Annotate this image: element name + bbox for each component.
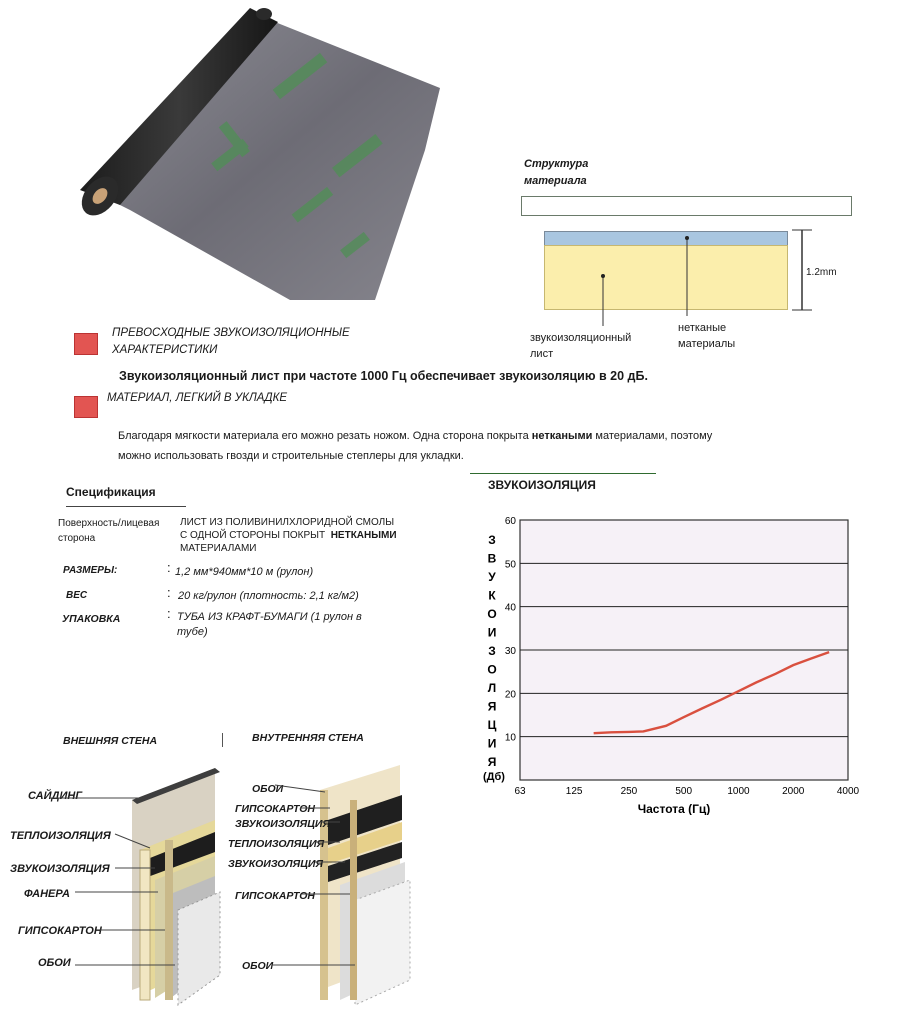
y-axis-label-letter: И [487, 736, 497, 751]
feature-2-title: МАТЕРИАЛ, ЛЕГКИЙ В УКЛАДКЕ [107, 392, 288, 404]
y-axis-label-letter: Ц [487, 718, 497, 732]
spec-package-value: ТУБА ИЗ КРАФТ-БУМАГИ (1 рулон в тубе) [177, 611, 362, 638]
y-axis-label-letter: К [488, 588, 496, 603]
spec-weight-label: ВЕС [66, 590, 88, 601]
y-tick-label: 60 [504, 516, 516, 527]
y-axis-label-letter: З [488, 644, 496, 658]
x-tick-label: 1000 [727, 786, 750, 797]
sound-sheet-label: звукоизоляционный лист [530, 332, 632, 360]
spec-surface-label: Поверхность/лицевая сторона [58, 518, 160, 544]
chart-title: ЗВУКОИЗОЛЯЦИЯ [488, 478, 596, 492]
outer-wall-label-4: ФАНЕРА [24, 888, 70, 900]
inner-wall-label-5: ЗВУКОИЗОЛЯЦИЯ [228, 858, 324, 870]
outer-wall-label-1: САЙДИНГ [28, 790, 83, 802]
spec-surface-value: ЛИСТ ИЗ ПОЛИВИНИЛХЛОРИДНОЙ СМОЛЫ С ОДНОЙ СТОРОНЫ ПОКРЫТ НЕТКАНЫМИ МАТЕРИАЛАМИ [180, 517, 397, 554]
outer-wall-title: ВНЕШНЯЯ СТЕНА [63, 735, 158, 747]
spec-weight-value: 20 кг/рулон (плотность: 2,1 кг/м2) [178, 590, 359, 602]
y-axis-label-letter: О [487, 662, 497, 677]
spec-package-label: УПАКОВКА [62, 613, 121, 625]
inner-wall-label-1: ОБОИ [252, 783, 284, 795]
inner-wall-label-4: ТЕПЛОИЗОЛЯЦИЯ [228, 838, 325, 850]
outer-wall-label-2: ТЕПЛОИЗОЛЯЦИЯ [10, 830, 111, 842]
x-tick-label: 500 [675, 786, 693, 797]
y-tick-label: 20 [504, 689, 516, 701]
spec-underline [66, 506, 186, 507]
feature-bullet-2 [74, 396, 98, 418]
membrane-roll-image [40, 0, 460, 320]
spec-weight-colon: : [167, 585, 171, 600]
y-axis-label-letter: З [488, 533, 496, 547]
spec-package-colon: : [167, 606, 171, 621]
x-tick-label: 4000 [836, 786, 860, 797]
x-tick-label: 2000 [782, 786, 805, 797]
y-axis-label-letter: Я [487, 755, 497, 769]
y-tick-label: 10 [504, 732, 516, 744]
spec-size-label: РАЗМЕРЫ: [63, 565, 118, 576]
structure-leaders [540, 226, 830, 326]
structure-caption-box [521, 196, 852, 216]
y-axis-unit: (Дб) [483, 771, 505, 783]
y-tick-label: 30 [504, 646, 516, 657]
wall-leader-lines [0, 770, 450, 1010]
thickness-label: 1.2mm [806, 267, 837, 278]
inner-wall-label-3: ЗВУКОИЗОЛЯЦИЯ [235, 818, 331, 830]
y-axis-label-letter: В [487, 551, 497, 566]
inner-wall-label-7: ОБОИ [242, 960, 274, 972]
y-tick-label: 50 [504, 559, 516, 571]
feature-1-title: ПРЕВОСХОДНЫЕ ЗВУКОИЗОЛЯЦИОННЫЕ ХАРАКТЕРИСТИКИ [112, 327, 350, 356]
y-axis-label-letter: И [487, 625, 497, 640]
x-tick-label: 63 [514, 786, 526, 797]
wall-title-divider [222, 733, 223, 747]
outer-wall-label-6: ОБОИ [38, 957, 71, 969]
inner-wall-label-2: ГИПСОКАРТОН [235, 803, 315, 815]
x-tick-label: 250 [620, 786, 638, 797]
nonwoven-label: нетканые материалы [678, 322, 736, 350]
spec-size-colon: : [167, 560, 171, 575]
outer-wall-label-5: ГИПСОКАРТОН [18, 925, 102, 937]
inner-wall-label-6: ГИПСОКАРТОН [235, 890, 315, 902]
x-axis-label: Частота (Гц) [637, 802, 711, 815]
soundproofing-chart [470, 505, 870, 815]
y-axis-label-letter: Я [487, 699, 497, 714]
inner-wall-title: ВНУТРЕННЯЯ СТЕНА [252, 732, 364, 744]
outer-wall-label-3: ЗВУКОИЗОЛЯЦИЯ [10, 863, 110, 875]
feature-bullet-1 [74, 333, 98, 355]
feature-2-text: Благодаря мягкости материала его можно резать ножом. Одна сторона покрыта неткаными материалами, поэтому можно использовать гвозди и строительные степлеры для укладки. [118, 430, 713, 462]
feature-1-text: Звукоизоляционный лист при частоте 1000 Гц обеспечивает звукоизоляцию в 20 дБ. [119, 369, 648, 383]
y-axis-label-letter: Л [487, 681, 497, 695]
x-tick-label: 125 [565, 786, 583, 797]
spec-title: Спецификация [66, 485, 156, 499]
y-axis-label-letter: У [488, 570, 496, 584]
chart-top-rule [470, 473, 656, 474]
structure-title: Структура материала [524, 158, 589, 187]
spec-size-value: 1,2 мм*940мм*10 м (рулон) [175, 566, 314, 578]
y-axis-label-letter: О [487, 607, 497, 621]
y-tick-label: 40 [504, 602, 516, 614]
